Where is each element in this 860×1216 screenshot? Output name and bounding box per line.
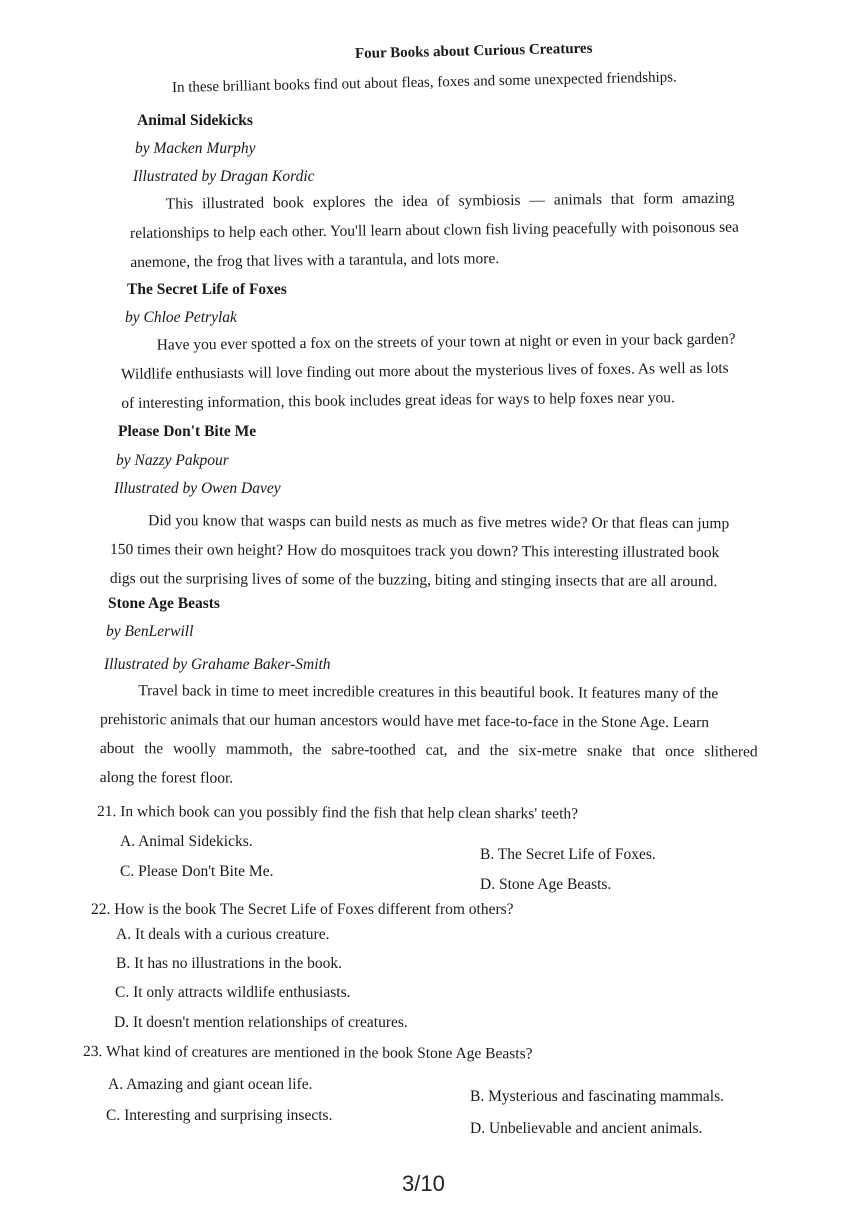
description-line: Travel back in time to meet incredible creatures in this beautiful book. It features many of the (138, 682, 719, 703)
description-line: Did you know that wasps can build nests as much as five metres wide? Or that fleas can jump (148, 512, 730, 533)
book-author: by BenLerwill (106, 623, 194, 640)
answer-option[interactable]: D. Unbelievable and ancient animals. (470, 1120, 703, 1137)
book-author: by Nazzy Pakpour (116, 452, 229, 469)
book-title: Stone Age Beasts (108, 595, 220, 612)
description-line: of interesting information, this book includes great ideas for ways to help foxes near you. (121, 389, 675, 412)
book-description (130, 184, 740, 277)
book-description (100, 676, 758, 795)
book-illustrator: Illustrated by Grahame Baker-Smith (104, 656, 331, 673)
description-line: anemone, the frog that lives with a tarantula, and lots more. (130, 250, 500, 271)
book-description (121, 325, 737, 418)
description-line: about the woolly mammoth, the sabre-toothed cat, and the six-metre snake that once slithered (99, 739, 758, 761)
book-author: by Macken Murphy (135, 140, 256, 157)
answer-option[interactable]: B. It has no illustrations in the book. (116, 955, 343, 972)
description-line: Have you ever spotted a fox on the streets of your town at night or even in your back garden? (156, 330, 736, 354)
book-illustrator: Illustrated by Owen Davey (114, 480, 281, 497)
page-number: 3/10 (402, 1171, 445, 1196)
description-line: Wildlife enthusiasts will love finding out more about the mysterious lives of foxes. As well as lots (120, 359, 729, 383)
description-line: 150 times their own height? How do mosquitoes track you down? This interesting illustrated book (109, 541, 720, 562)
answer-option[interactable]: B. The Secret Life of Foxes. (480, 846, 656, 863)
description-line: prehistoric animals that our human ancestors would have met face-to-face in the Stone Age. Learn (100, 711, 710, 732)
description-line: relationships to help each other. You'll learn about clown fish living peacefully with poisonous sea (129, 218, 739, 242)
answer-option[interactable]: A. It deals with a curious creature. (116, 926, 330, 943)
book-title: Animal Sidekicks (137, 112, 253, 129)
question-stem: 21. In which book can you possibly find the fish that help clean sharks' teeth? (96, 803, 579, 823)
description-line: digs out the surprising lives of some of the buzzing, biting and stinging insects that are all around. (109, 569, 718, 591)
page-title: Four Books about Curious Creatures (354, 40, 593, 62)
book-author: by Chloe Petrylak (125, 309, 237, 326)
answer-option[interactable]: D. Stone Age Beasts. (480, 876, 612, 893)
book-description (110, 506, 730, 596)
description-line: This illustrated book explores the idea of symbiosis — animals that form amazing (165, 189, 735, 213)
book-title: Please Don't Bite Me (118, 423, 257, 440)
answer-option[interactable]: C. Please Don't Bite Me. (120, 863, 274, 880)
answer-option[interactable]: A. Amazing and giant ocean life. (108, 1076, 313, 1093)
book-illustrator: Illustrated by Dragan Kordic (133, 168, 315, 185)
intro-text: In these brilliant books find out about fleas, foxes and some unexpected friendships. (171, 69, 677, 96)
question-stem: 23. What kind of creatures are mentioned in the book Stone Age Beasts? (82, 1043, 533, 1063)
question-stem: 22. How is the book The Secret Life of Foxes different from others? (91, 901, 514, 918)
answer-option[interactable]: C. Interesting and surprising insects. (106, 1107, 333, 1124)
book-title: The Secret Life of Foxes (127, 281, 287, 298)
answer-option[interactable]: B. Mysterious and fascinating mammals. (470, 1088, 724, 1105)
answer-option[interactable]: C. It only attracts wildlife enthusiasts. (115, 984, 351, 1001)
answer-option[interactable]: D. It doesn't mention relationships of creatures. (114, 1014, 408, 1031)
description-line: along the forest floor. (99, 768, 234, 787)
answer-option[interactable]: A. Animal Sidekicks. (120, 833, 253, 850)
